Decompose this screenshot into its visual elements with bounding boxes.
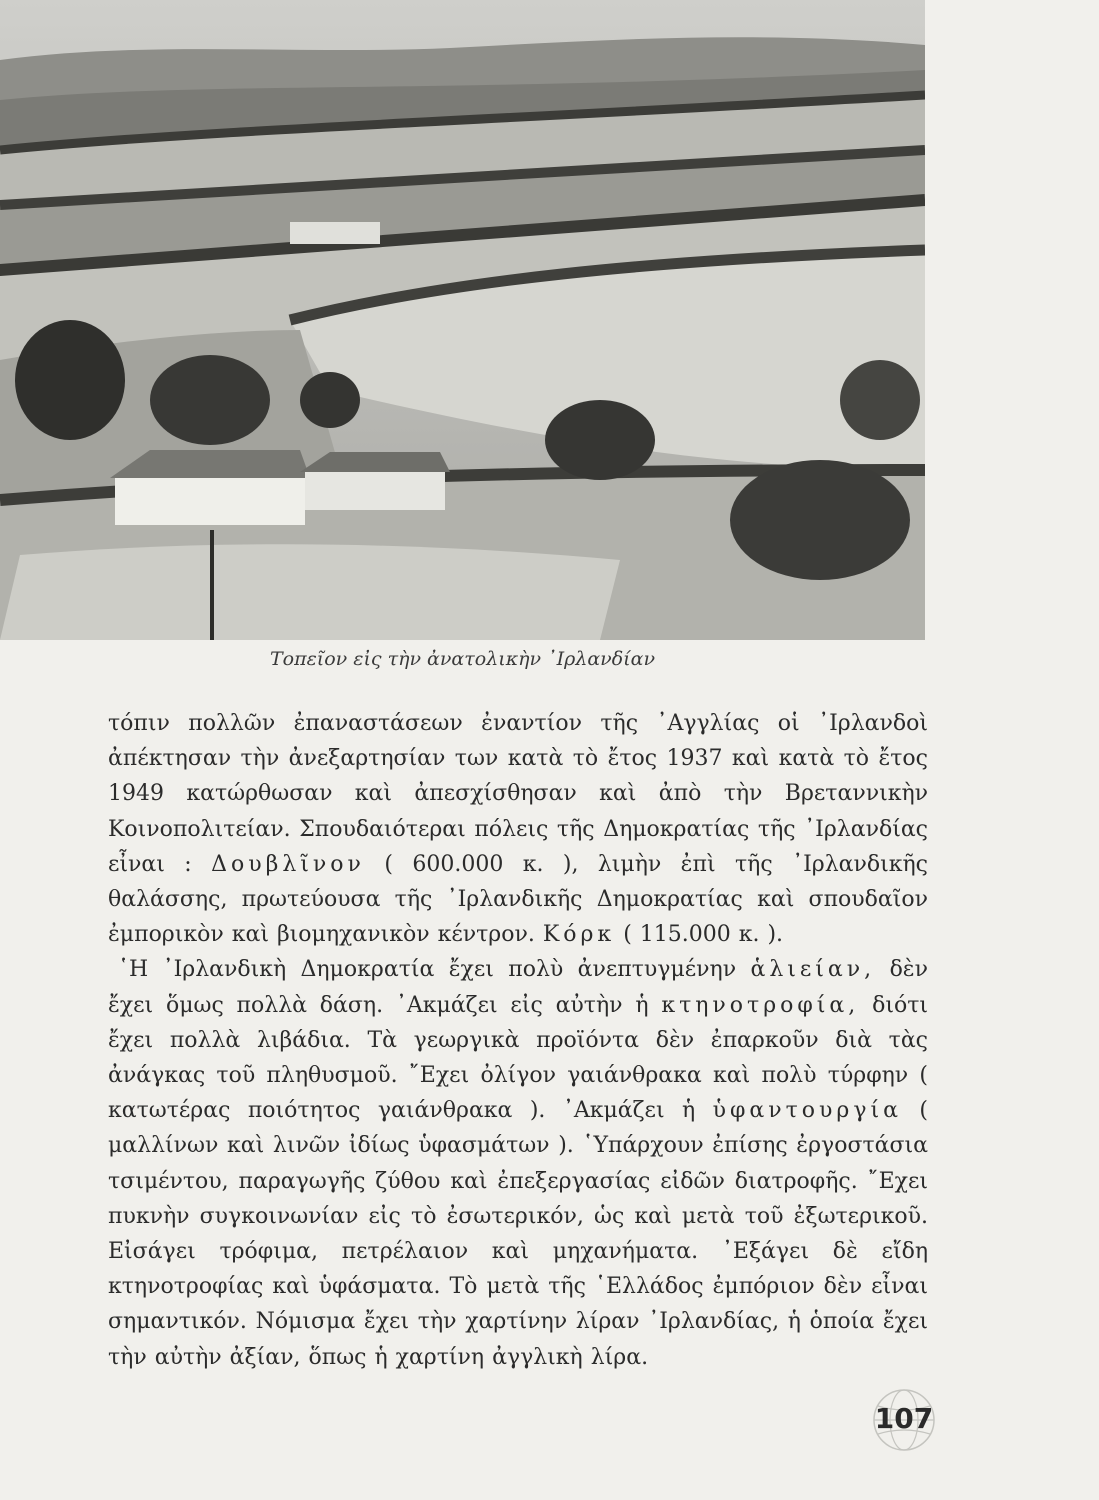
landscape-illustration (0, 0, 925, 640)
paragraph-text: ( 115.000 κ. ). (623, 922, 784, 948)
city-dublin: Δουβλῖνον (211, 851, 365, 877)
paragraph-independence (108, 706, 928, 952)
paragraph-text: διότι ἔχει πολλὰ λιβάδια. Τὰ γεωργικὰ προϊόντα δὲν ἐπαρκοῦν διὰ τὰς ἀνάγκας τοῦ πληθυσμοῦ. ῎Εχει ὀλίγον γαιάνθρακα καὶ πολὺ τύρφην ( κατωτέρας ποιότητος γαιάνθρακα ). ᾽Ακμάζει ἡ (108, 992, 929, 1124)
irish-countryside-photo (0, 0, 925, 640)
paragraph-text: ῾Η ᾽Ιρλανδικὴ Δημοκρατία ἔχει πολὺ ἀνεπτυγμένην (118, 957, 737, 983)
emphasis-textiles: ὑφαντουργία (712, 1098, 902, 1124)
paragraph-text: τόπιν πολλῶν ἐπαναστάσεων ἐναντίον τῆς ᾽Αγγλίας οἱ ᾽Ιρλανδοὶ ἀπέκτησαν τὴν ἀνεξαρτησίαν των κατὰ τὸ ἔτος 1937 καὶ κατὰ τὸ ἔτος 1949 κατώρθωσαν καὶ ἀπεσχίσθησαν καὶ ἀπὸ τὴν Βρεταννικὴν Κοινοπολιτείαν. Σπουδαιότεραι πόλεις τῆς Δημοκρατίας τῆς ᾽Ιρλανδίας εἶναι : (108, 711, 928, 877)
page-number-text: 107 (874, 1402, 934, 1435)
paragraph-text: ( μαλλίνων καὶ λινῶν ἰδίως ὑφασμάτων ). ῾Υπάρχουν ἐπίσης ἐργοστάσια τσιμέντου, παραγωγῆς ζύθου καὶ ἐπεξεργασίας εἰδῶν διατροφῆς. ῎Εχει πυκνὴν συγκοινωνίαν εἰς τὸ ἐσωτερικόν, ὡς καὶ μετὰ τοῦ ἐξωτερικοῦ. Εἰσάγει τρόφιμα, πετρέλαιον καὶ μηχανήματα. ᾽Εξάγει δὲ εἴδη κτηνοτροφίας καὶ ὑφάσματα. Τὸ μετὰ τῆς ῾Ελλάδος ἐμπόριον δὲν εἶναι σημαντικόν. Νόμισμα ἔχει τὴν χαρτίνην λίραν ᾽Ιρλανδίας, ἡ ὁποία ἔχει τὴν αὐτὴν ἀξίαν, ὅπως ἡ χαρτίνη ἀγγλικὴ λίρα. (108, 1098, 928, 1370)
paragraph-economy (108, 952, 928, 1374)
figure-caption: Τοπεῖον εἰς τὴν ἀνατολικὴν ᾽Ιρλανδίαν (269, 648, 656, 670)
paragraph-text: ( 600.000 κ. ), λιμὴν ἐπὶ τῆς ᾽Ιρλανδικῆς θαλάσσης, πρωτεύουσα τῆς ᾽Ιρλανδικῆς Δημοκρατίας καὶ σπουδαῖον ἐμπορικὸν καὶ βιομηχανικὸν κέντρον. (108, 851, 928, 948)
city-cork: Κόρκ (542, 922, 616, 948)
body-text (108, 706, 928, 1375)
page-number (862, 1388, 946, 1452)
emphasis-livestock: κτηνοτροφία, (661, 992, 860, 1018)
emphasis-fishing: ἁλιείαν, (750, 957, 876, 983)
paragraph-text: δὲν ἔχει ὅμως πολλὰ δάση. ᾽Ακμάζει εἰς αὐτὴν ἡ (108, 957, 928, 1018)
